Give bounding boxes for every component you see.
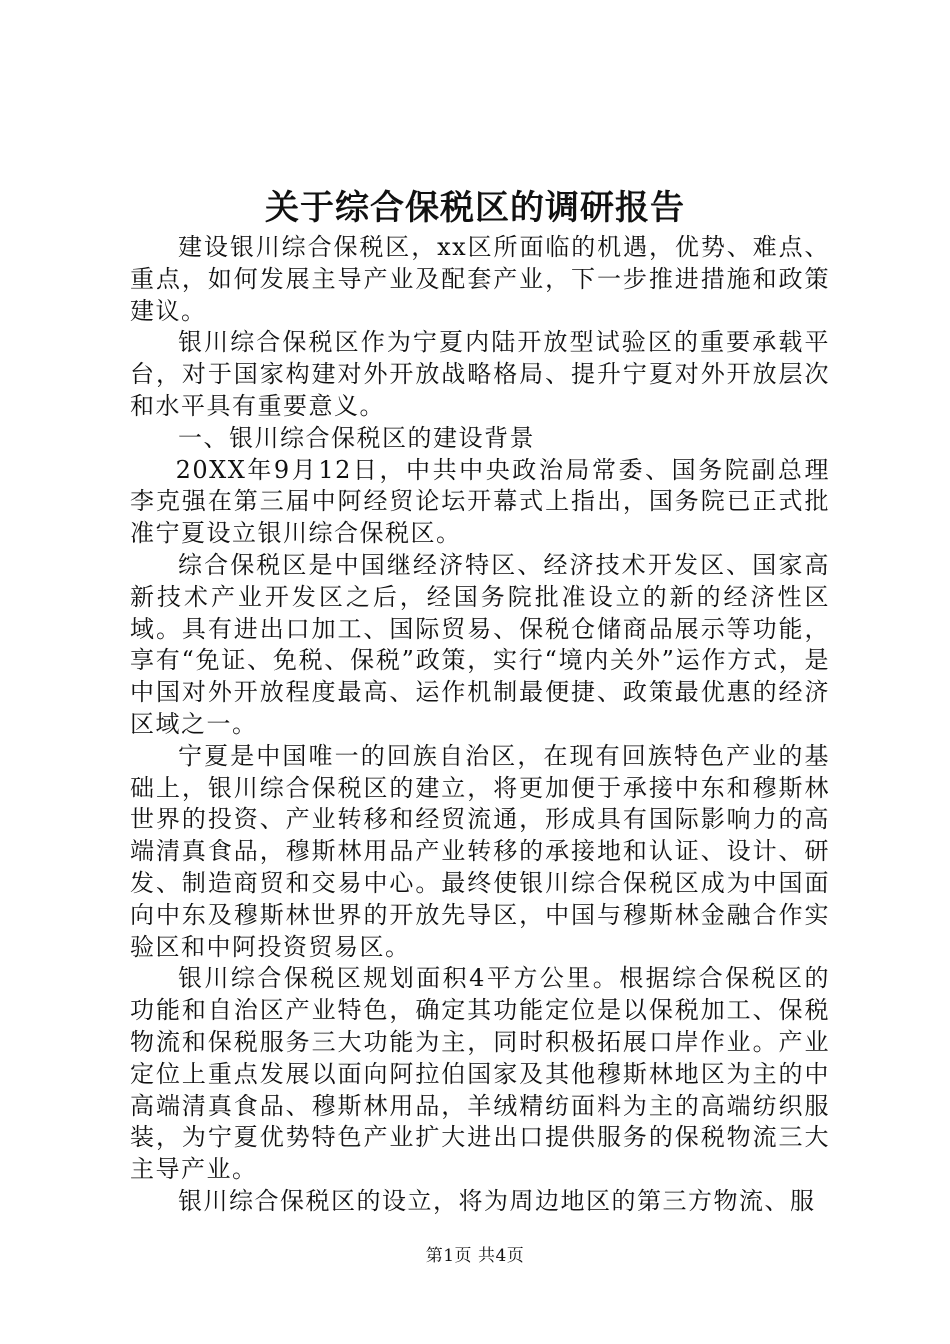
document-body <box>130 232 830 1218</box>
section-heading-background: 一、银川综合保税区的建设背景 <box>178 423 535 452</box>
page-footer: 第1页 共4页 <box>425 1246 525 1266</box>
paragraph-significance: 银川综合保税区作为宁夏内陆开放型试验区的重要承载平台，对于国家构建对外开放战略格局、提升宁夏对外开放层次和水平具有重要意义。 <box>130 328 830 420</box>
document-title: 关于综合保税区的调研报告 <box>265 188 685 228</box>
paragraph-continuation: 银川综合保税区的设立，将为周边地区的第三方物流、服 <box>178 1186 816 1215</box>
paragraph-intro: 建设银川综合保税区，xx区所面临的机遇，优势、难点、重点，如何发展主导产业及配套产业，下一步推进措施和政策建议。 <box>130 233 830 325</box>
paragraph-approval: 20XX年9月12日，中共中央政治局常委、国务院副总理李克强在第三届中阿经贸论坛开幕式上指出，国务院已正式批准宁夏设立银川综合保税区。 <box>130 455 830 548</box>
paragraph-ningxia: 宁夏是中国唯一的回族自治区，在现有回族特色产业的基础上，银川综合保税区的建立，将更加便于承接中东和穆斯林世界的投资、产业转移和经贸流通，形成具有国际影响力的高端清真食品，穆斯林用品产业转移的承接地和认证、设计、研发、制造商贸和交易中心。最终使银川综合保税区成为中国面向中东及穆斯林世界的开放先导区，中国与穆斯林金融合作实验区和中阿投资贸易区。 <box>130 741 830 961</box>
paragraph-planning: 银川综合保税区规划面积4平方公里。根据综合保税区的功能和自治区产业特色，确定其功能定位是以保税加工、保税物流和保税服务三大功能为主，同时积极拓展口岸作业。产业定位上重点发展以面向阿拉伯国家及其他穆斯林地区为主的中高端清真食品、穆斯林用品，羊绒精纺面料为主的高端纺织服装，为宁夏优势特色产业扩大进出口提供服务的保税物流三大主导产业。 <box>130 964 830 1184</box>
paragraph-definition: 综合保税区是中国继经济特区、经济技术开发区、国家高新技术产业开发区之后，经国务院批准设立的新的经济性区域。具有进出口加工、国际贸易、保税仓储商品展示等功能，享有“免证、免税、保税”政策，实行“境内关外”运作方式，是中国对外开放程度最高、运作机制最便捷、政策最优惠的经济区域之一。 <box>130 550 830 738</box>
